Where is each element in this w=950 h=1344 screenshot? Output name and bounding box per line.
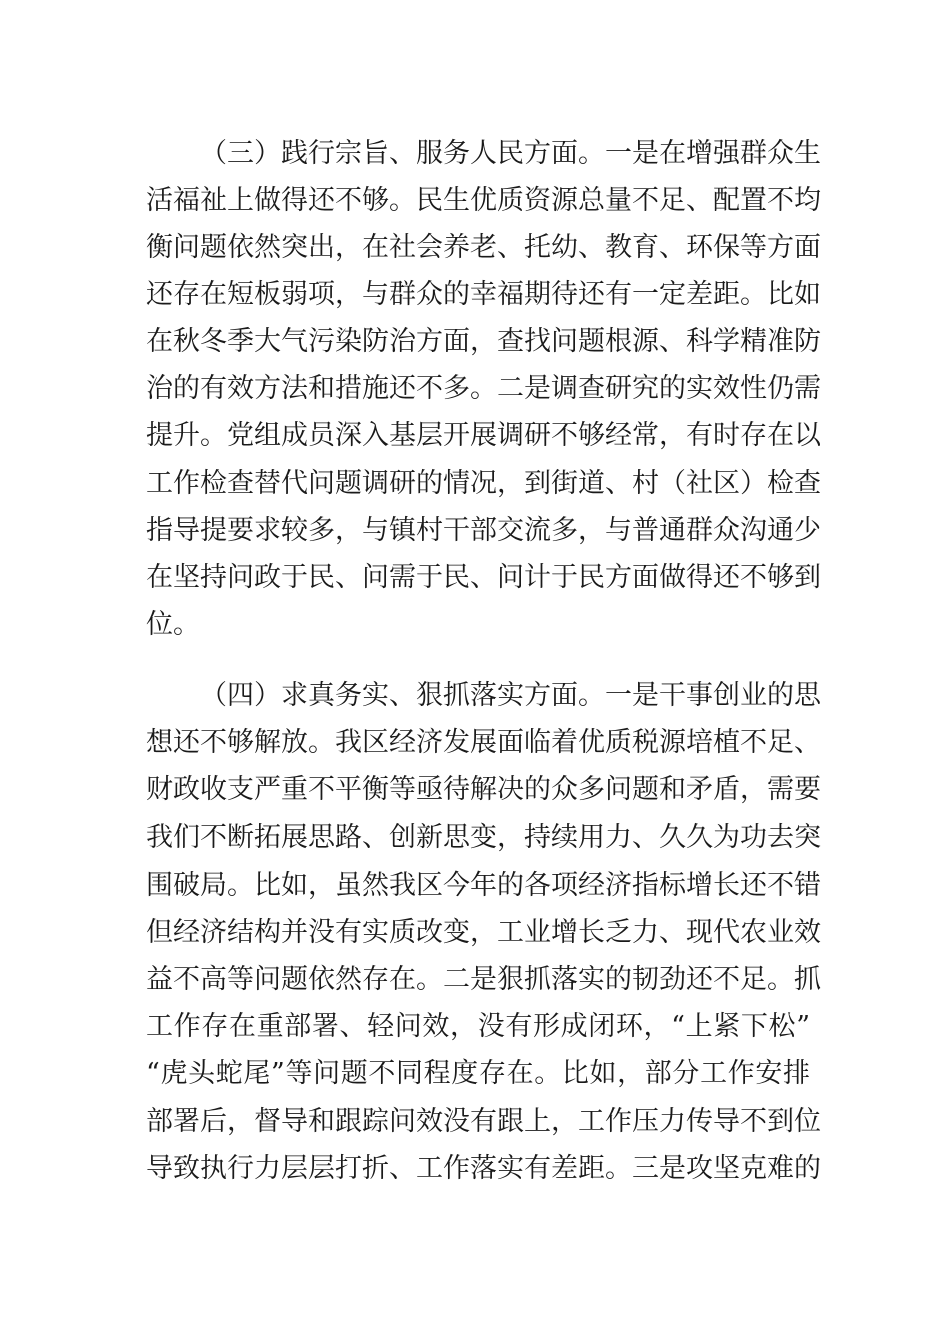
text-line: 位。 (146, 609, 200, 640)
text-line: 工作存在重部署、轻问效，没有形成闭环，“上紧下松” (146, 1011, 810, 1042)
text-line: 提升。党组成员深入基层开展调研不够经常，有时存在以 (146, 420, 821, 451)
text-line: 围破局。比如，虽然我区今年的各项经济指标增长还不错 (146, 870, 821, 901)
text-line: “虎头蛇尾”等问题不同程度存在。比如，部分工作安排 (146, 1058, 810, 1089)
text-line: 益不高等问题依然存在。二是狠抓落实的韧劲还不足。抓 (146, 964, 821, 995)
text-line: 衡问题依然突出，在社会养老、托幼、教育、环保等方面 (146, 232, 821, 263)
text-line: 部署后，督导和跟踪问效没有跟上，工作压力传导不到位 (146, 1106, 821, 1137)
text-line: （三）践行宗旨、服务人民方面。一是在增强群众生 (200, 138, 821, 169)
text-line: 工作检查替代问题调研的情况，到街道、村（社区）检查 (146, 468, 821, 499)
text-line: 财政收支严重不平衡等亟待解决的众多问题和矛盾，需要 (146, 774, 821, 805)
text-line: （四）求真务实、狠抓落实方面。一是干事创业的思 (200, 680, 821, 711)
text-line: 但经济结构并没有实质改变，工业增长乏力、现代农业效 (146, 917, 821, 948)
text-line: 导致执行力层层打折、工作落实有差距。三是攻坚克难的 (146, 1153, 821, 1184)
text-line: 治的有效方法和措施还不多。二是调查研究的实效性仍需 (146, 373, 821, 404)
text-line: 想还不够解放。我区经济发展面临着优质税源培植不足、 (146, 727, 821, 758)
text-line: 指导提要求较多，与镇村干部交流多，与普通群众沟通少 (146, 515, 821, 546)
text-line: 还存在短板弱项，与群众的幸福期待还有一定差距。比如 (146, 279, 821, 310)
text-line: 在坚持问政于民、问需于民、问计于民方面做得还不够到 (146, 562, 821, 593)
text-line: 我们不断拓展思路、创新思变，持续用力、久久为功去突 (146, 822, 821, 853)
text-line: 活福祉上做得还不够。民生优质资源总量不足、配置不均 (146, 185, 821, 216)
text-line: 在秋冬季大气污染防治方面，查找问题根源、科学精准防 (146, 326, 821, 357)
